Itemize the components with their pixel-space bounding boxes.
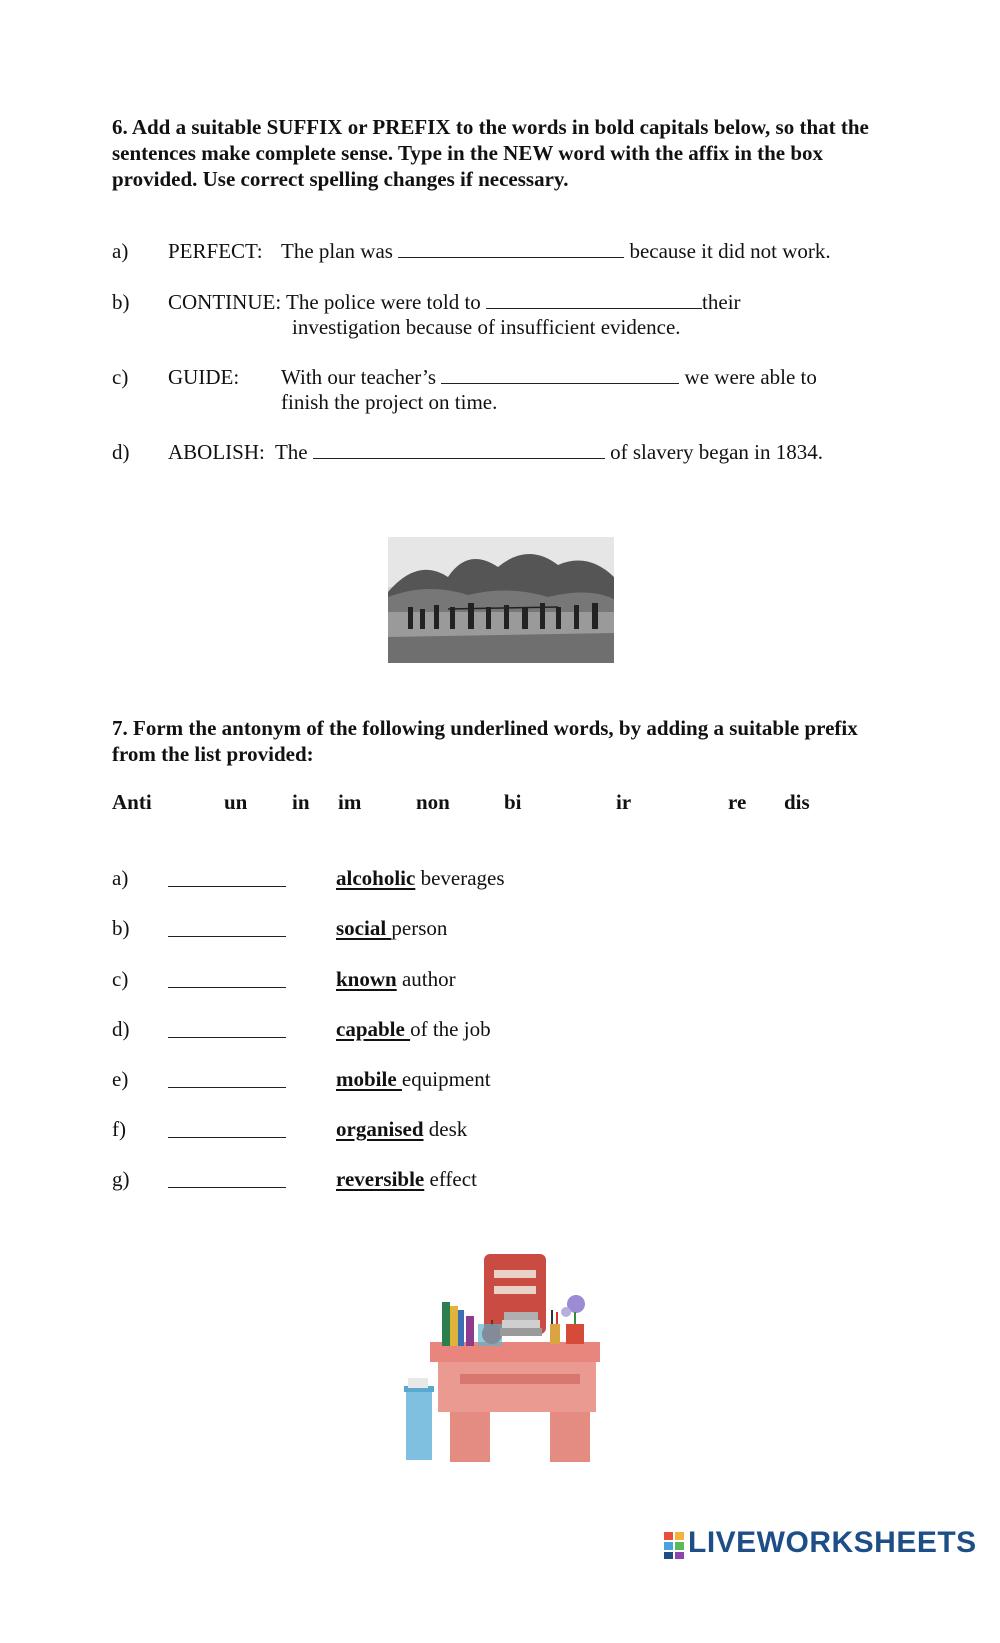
sentence-continuation: investigation because of insufficient evidence. bbox=[292, 315, 681, 339]
prefix-option: im bbox=[338, 790, 362, 814]
root-word: GUIDE: bbox=[168, 365, 240, 389]
answer-blank[interactable] bbox=[168, 1019, 286, 1038]
antonym-row-a bbox=[112, 865, 128, 891]
liveworksheets-logo-icon bbox=[664, 1530, 686, 1560]
sentence-after: we were able to bbox=[684, 365, 817, 389]
section-6-heading: 6. Add a suitable SUFFIX or PREFIX to the words in bold capitals below, so that the sentences make complete sense. Type in the NEW word with the affix in the box provided. Use correct spelling changes if necessary. bbox=[112, 115, 869, 191]
prefix-option: non bbox=[416, 790, 450, 814]
item-letter: b) bbox=[112, 290, 130, 314]
root-word: CONTINUE: bbox=[168, 290, 282, 314]
antonym-phrase bbox=[336, 966, 456, 992]
sentence-after: because it did not work. bbox=[629, 239, 831, 263]
antonym-phrase bbox=[336, 915, 447, 941]
underlined-word: known bbox=[336, 967, 397, 991]
prefix-option: un bbox=[224, 790, 248, 814]
item-6c-root bbox=[168, 364, 239, 390]
phrase-rest: beverages bbox=[415, 866, 505, 890]
answer-blank[interactable] bbox=[398, 239, 624, 258]
underlined-word: reversible bbox=[336, 1167, 425, 1191]
item-6c-sentence bbox=[281, 364, 817, 390]
underlined-word: alcoholic bbox=[336, 866, 416, 890]
antonym-row-c bbox=[112, 966, 128, 992]
item-letter: d) bbox=[112, 440, 130, 464]
item-6a-root bbox=[168, 238, 263, 264]
phrase-rest: person bbox=[391, 916, 448, 940]
sentence-after: their bbox=[702, 290, 741, 314]
item-letter: c) bbox=[112, 365, 129, 389]
answer-blank[interactable] bbox=[168, 868, 286, 887]
sentence-continuation: finish the project on time. bbox=[281, 390, 498, 414]
antonym-row-e bbox=[112, 1066, 128, 1092]
prefix-option: bi bbox=[504, 790, 522, 814]
section-7-heading: 7. Form the antonym of the following underlined words, by adding a suitable prefix from the list provided: bbox=[112, 716, 858, 766]
antonym-phrase bbox=[336, 865, 505, 891]
root-word: PERFECT: bbox=[168, 239, 263, 263]
item-6a-sentence bbox=[281, 238, 831, 264]
answer-blank[interactable] bbox=[486, 290, 702, 309]
prefix-option: in bbox=[292, 790, 310, 814]
underlined-word: organised bbox=[336, 1117, 424, 1141]
teacher-desk-image bbox=[400, 1250, 604, 1470]
underlined-word: mobile bbox=[336, 1067, 402, 1091]
item-6b bbox=[112, 289, 130, 315]
item-6d bbox=[112, 439, 130, 465]
sentence-after: of slavery began in 1834. bbox=[610, 440, 823, 464]
item-letter: a) bbox=[112, 239, 129, 263]
slavery-engraving-image bbox=[388, 537, 614, 663]
antonym-row-g bbox=[112, 1166, 130, 1192]
sentence-before: The police were told to bbox=[286, 290, 481, 314]
prefix-option: ir bbox=[616, 790, 632, 814]
answer-blank[interactable] bbox=[313, 440, 605, 459]
prefix-option: re bbox=[728, 790, 747, 814]
antonym-row-f bbox=[112, 1116, 126, 1142]
phrase-rest: desk bbox=[423, 1117, 468, 1141]
item-letter: a) bbox=[112, 866, 129, 890]
item-letter: c) bbox=[112, 967, 129, 991]
sentence-before: The bbox=[274, 440, 308, 464]
antonym-phrase bbox=[336, 1166, 477, 1192]
phrase-rest: effect bbox=[424, 1167, 477, 1191]
prefix-option: dis bbox=[784, 790, 810, 814]
item-letter: g) bbox=[112, 1167, 130, 1191]
answer-blank[interactable] bbox=[168, 1169, 286, 1188]
answer-blank[interactable] bbox=[168, 1069, 286, 1088]
item-6c bbox=[112, 364, 128, 390]
item-6d-sentence bbox=[168, 439, 823, 465]
phrase-rest: author bbox=[396, 967, 456, 991]
item-letter: f) bbox=[112, 1117, 126, 1141]
underlined-word: social bbox=[336, 916, 392, 940]
item-letter: b) bbox=[112, 916, 130, 940]
phrase-rest: of the job bbox=[410, 1017, 491, 1041]
antonym-phrase bbox=[336, 1116, 467, 1142]
antonym-phrase bbox=[336, 1016, 491, 1042]
antonym-row-d bbox=[112, 1016, 130, 1042]
antonym-row-b bbox=[112, 915, 130, 941]
root-word: ABOLISH: bbox=[168, 440, 265, 464]
answer-blank[interactable] bbox=[168, 918, 286, 937]
liveworksheets-brand[interactable]: LIVEWORKSHEETS bbox=[688, 1526, 977, 1559]
answer-blank[interactable] bbox=[441, 365, 679, 384]
item-6b-sentence bbox=[168, 289, 741, 315]
sentence-before: With our teacher’s bbox=[281, 365, 437, 389]
prefix-option: Anti bbox=[112, 790, 152, 814]
item-letter: e) bbox=[112, 1067, 129, 1091]
antonym-phrase bbox=[336, 1066, 491, 1092]
answer-blank[interactable] bbox=[168, 1119, 286, 1138]
underlined-word: capable bbox=[336, 1017, 411, 1041]
answer-blank[interactable] bbox=[168, 969, 286, 988]
item-letter: d) bbox=[112, 1017, 130, 1041]
item-6a bbox=[112, 238, 128, 264]
sentence-before: The plan was bbox=[281, 239, 393, 263]
phrase-rest: equipment bbox=[401, 1067, 491, 1091]
